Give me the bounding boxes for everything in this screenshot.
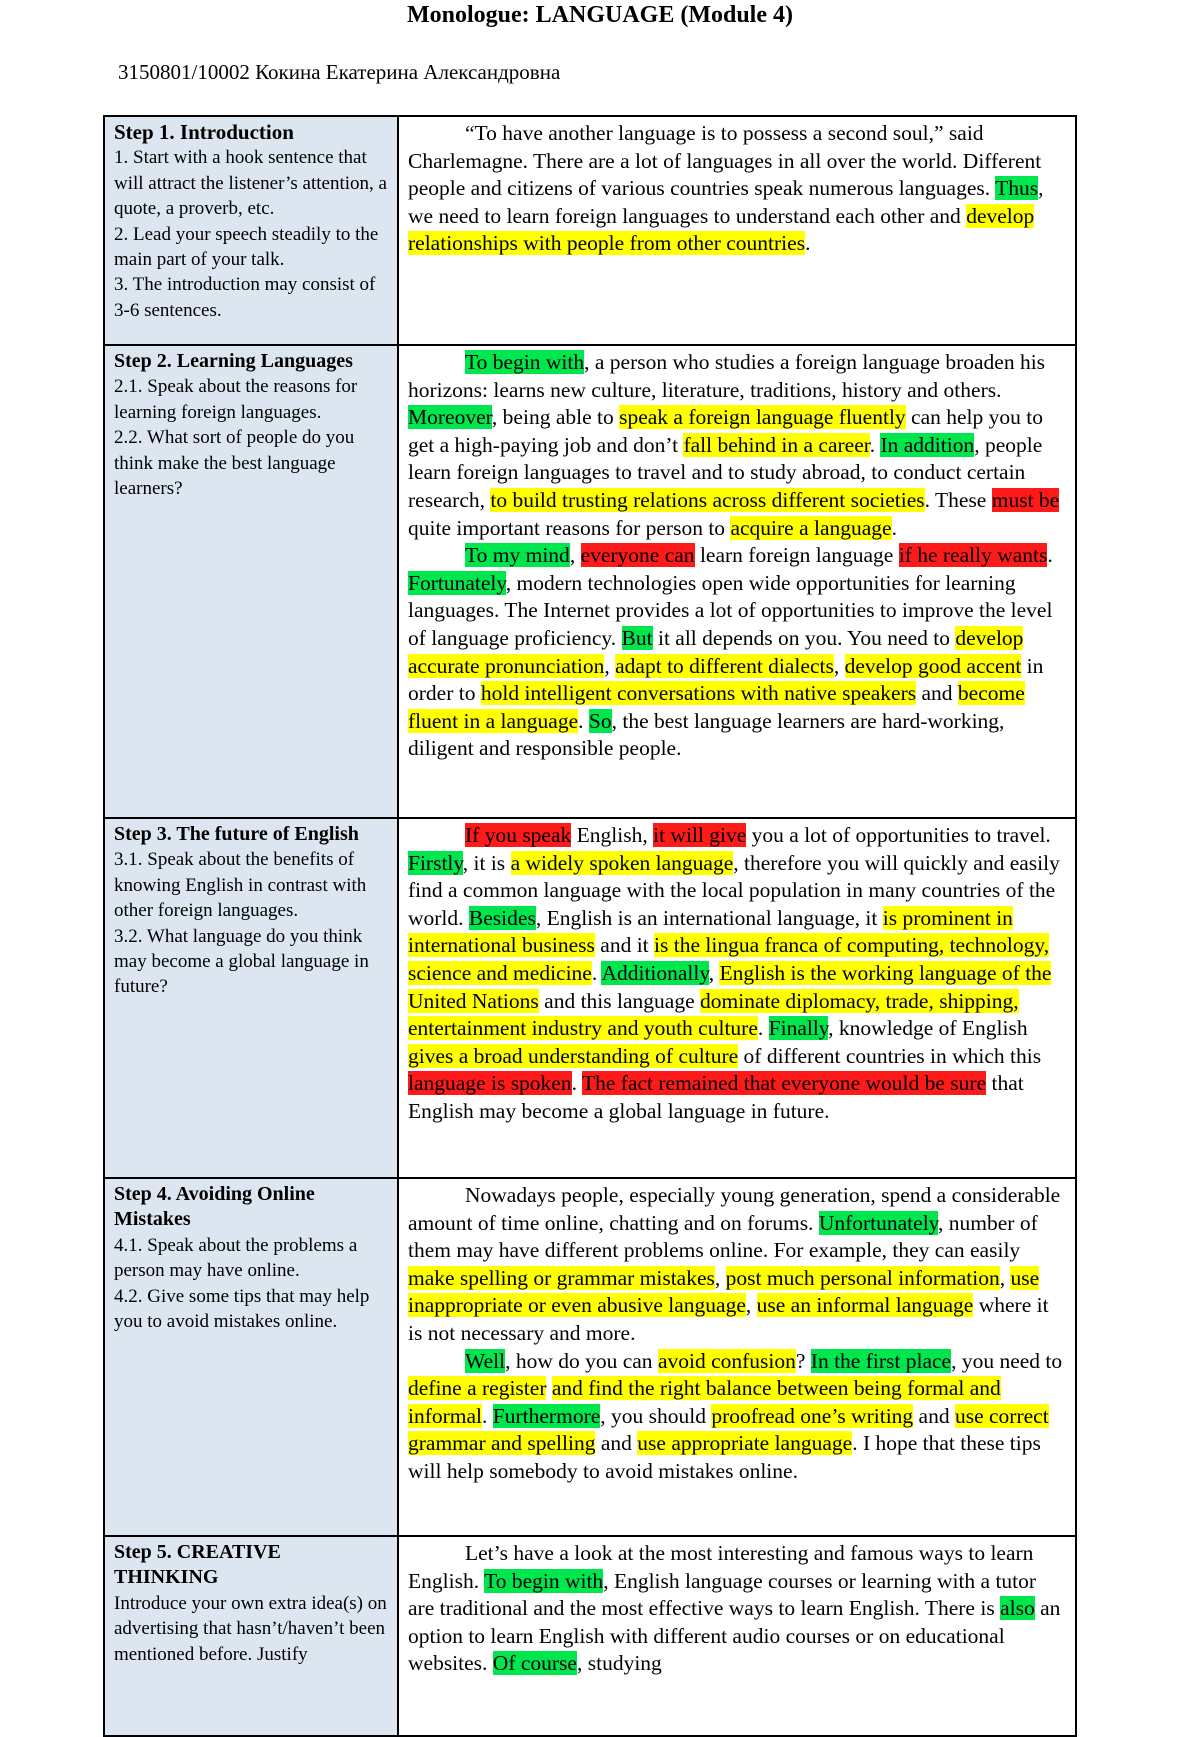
text-segment: , we need to learn foreign languages to understand each other and — [408, 176, 1044, 228]
text-segment: , — [745, 1293, 757, 1318]
monologue-table — [103, 115, 1077, 1737]
text-segment: . — [591, 960, 602, 985]
key-phrase-highlight: hold intelligent conversations with native speakers — [480, 681, 917, 706]
key-phrase-highlight: speak a foreign language fluently — [619, 405, 906, 430]
instruction-item: 1. Start with a hook sentence that will attract the listener’s attention, a quote, a proverb, etc. — [114, 147, 387, 220]
text-segment: in order to — [408, 653, 1044, 706]
document-title: Monologue: LANGUAGE (Module 4) — [407, 2, 793, 28]
paragraph — [408, 1182, 1067, 1348]
text-segment: ? — [795, 1348, 811, 1373]
linking-word-highlight: But — [621, 625, 653, 650]
text-segment: , therefore you will quickly and easily find a common language with the local population in many countries of the world. — [408, 850, 1060, 930]
text-segment: , — [708, 960, 720, 985]
step-title: Step 3. The future of English — [114, 823, 359, 845]
table-row — [104, 116, 1076, 345]
table-row — [104, 1536, 1076, 1736]
step-text-cell — [398, 1178, 1076, 1536]
key-phrase-highlight: a widely spoken language — [510, 850, 734, 875]
paragraph — [408, 120, 1067, 258]
paragraph — [408, 1348, 1067, 1486]
paragraph — [408, 1540, 1067, 1678]
text-segment: Let’s have a look at the most interesting and famous ways to learn English. — [408, 1541, 1034, 1593]
step-instructions-cell — [104, 818, 398, 1178]
text-segment: you a lot of opportunities to travel. — [746, 823, 1051, 847]
key-phrase-highlight: fall behind in a career — [683, 432, 870, 457]
paragraph — [408, 349, 1067, 542]
text-segment: learn foreign language — [694, 543, 899, 568]
table-row — [104, 1178, 1076, 1536]
text-segment: , — [714, 1265, 726, 1290]
linking-word-highlight: Of course — [492, 1651, 577, 1676]
text-segment: . — [482, 1403, 493, 1428]
instruction-item: 2.1. Speak about the reasons for learning foreign languages. — [114, 376, 358, 423]
text-segment: , it is — [462, 850, 511, 875]
text-segment: . — [757, 1016, 769, 1041]
text-segment: , English language courses or learning with a tutor are traditional and the most effective ways to learn English. There is — [408, 1568, 1037, 1621]
step-text-cell — [398, 1536, 1076, 1736]
text-segment: , — [999, 1265, 1011, 1290]
text-segment: and — [916, 681, 958, 706]
linking-word-highlight: Moreover — [408, 405, 492, 430]
text-segment: , people learn foreign languages to travel and to study abroad, to conduct certain research, — [408, 432, 1043, 512]
key-phrase-highlight: develop relationships with people from other countries — [408, 203, 1035, 256]
text-segment: , a person who studies a foreign language broaden his horizons: learns new culture, literature, traditions, history and others. — [408, 350, 1046, 402]
text-segment: can help you to get a high-paying job and don’t — [408, 405, 1043, 457]
text-segment: , the best language learners are hard-working, diligent and responsible people. — [408, 708, 1005, 761]
text-segment: and this language — [538, 988, 700, 1013]
grammar-error-highlight: If you speak — [465, 823, 572, 847]
linking-word-highlight: To begin with — [465, 350, 585, 374]
linking-word-highlight: Finally — [768, 1016, 829, 1041]
step-title: Step 5. CREATIVE THINKING — [114, 1541, 281, 1589]
step-instructions-cell — [104, 1178, 398, 1536]
text-segment: an option to learn English with different audio courses or on educational websites. — [408, 1596, 1061, 1676]
text-segment: that English may become a global language in future. — [408, 1071, 1024, 1123]
step-title: Step 1. Introduction — [114, 120, 294, 144]
key-phrase-highlight: use appropriate language — [637, 1431, 853, 1456]
linking-word-highlight: Well — [465, 1348, 506, 1373]
text-segment: , English is an international language, it — [535, 905, 883, 930]
table-row — [104, 818, 1076, 1178]
step-text-cell — [398, 116, 1076, 345]
key-phrase-highlight: is prominent in international business — [408, 905, 1013, 958]
key-phrase-highlight: is the lingua franca of computing, technology, science and medicine — [408, 933, 1050, 985]
linking-word-highlight: Thus — [995, 176, 1039, 201]
instruction-item: 4.2. Give some tips that may help you to avoid mistakes online. — [114, 1285, 370, 1333]
linking-word-highlight: In addition — [880, 432, 975, 457]
text-segment: , studying — [576, 1651, 662, 1676]
text-segment: English, — [571, 823, 654, 847]
instruction-item: 3.1. Speak about the benefits of knowing English in contrast with other foreign languages. — [114, 849, 367, 922]
step-title: Step 4. Avoiding Online Mistakes — [114, 1183, 315, 1231]
text-segment: . I hope that these tips will help somebody to avoid mistakes online. — [408, 1431, 1041, 1483]
linking-word-highlight: Fortunately — [408, 570, 506, 595]
text-segment: and — [595, 1431, 638, 1456]
key-phrase-highlight: avoid confusion — [657, 1348, 796, 1373]
text-segment: , modern technologies open wide opportunities for learning languages. The Internet provides a lot of opportunities to improve the level of language proficiency. — [408, 570, 1053, 650]
instruction-item: 4.1. Speak about the problems a person may have online. — [114, 1234, 358, 1282]
text-segment: , number of them may have different problems online. For example, they can easily — [408, 1210, 1038, 1263]
student-info: 3150801/10002 Кокина Екатерина Александровна — [118, 60, 561, 84]
linking-word-highlight: To begin with — [484, 1568, 604, 1593]
text-segment: . — [578, 708, 589, 733]
text-segment: . — [1047, 543, 1053, 568]
linking-word-highlight: Unfortunately — [818, 1210, 939, 1235]
text-segment: it all depends on you. You need to — [652, 625, 956, 650]
text-segment: . — [891, 515, 897, 540]
key-phrase-highlight: to build trusting relations across different societies — [490, 487, 925, 512]
key-phrase-highlight: use inappropriate or even abusive language — [408, 1265, 1040, 1318]
key-phrase-highlight: make spelling or grammar mistakes — [408, 1265, 715, 1290]
grammar-error-highlight: it will give — [653, 823, 747, 847]
linking-word-highlight: Additionally — [601, 960, 709, 985]
text-segment: quite important reasons for person to — [408, 515, 731, 540]
text-segment: . — [869, 432, 881, 457]
table-row — [104, 345, 1076, 818]
key-phrase-highlight: adapt to different dialects — [615, 653, 834, 678]
instruction-item: 3.2. What language do you think may become a global language in future? — [114, 925, 369, 998]
linking-word-highlight: also — [1000, 1596, 1035, 1621]
grammar-error-highlight: The fact remained that everyone would be sure — [581, 1071, 987, 1096]
key-phrase-highlight: English is the working language of the United Nations — [408, 960, 1052, 1013]
key-phrase-highlight: dominate diplomacy, trade, shipping, entertainment industry and youth culture — [408, 988, 1019, 1041]
linking-word-highlight: So — [588, 708, 612, 733]
step-text-cell — [398, 818, 1076, 1178]
step-instructions-cell — [104, 1536, 398, 1736]
key-phrase-highlight: define a register — [408, 1376, 547, 1401]
text-segment: , how do you can — [505, 1348, 658, 1373]
instruction-item: 2. Lead your speech steadily to the main part of your talk. — [114, 223, 379, 271]
text-segment: of different countries in which this — [738, 1043, 1042, 1068]
step-instructions-cell — [104, 116, 398, 345]
text-segment: , — [833, 653, 845, 678]
text-segment: , you should — [600, 1403, 712, 1428]
step-instructions-cell — [104, 345, 398, 818]
key-phrase-highlight: develop good accent — [844, 653, 1022, 678]
grammar-error-highlight: must be — [991, 487, 1060, 512]
linking-word-highlight: Besides — [468, 905, 536, 930]
paragraph — [408, 822, 1067, 1126]
text-segment: . — [571, 1071, 582, 1096]
linking-word-highlight: To my mind — [465, 543, 570, 568]
key-phrase-highlight: become fluent in a language — [408, 681, 1025, 733]
step-title: Step 2. Learning Languages — [114, 350, 353, 372]
text-segment: and it — [594, 933, 655, 958]
text-segment: and — [913, 1403, 955, 1428]
key-phrase-highlight: proofread one’s writing — [711, 1403, 914, 1428]
paragraph — [408, 542, 1067, 763]
grammar-error-highlight: language is spoken — [408, 1071, 572, 1096]
key-phrase-highlight: gives a broad understanding of culture — [408, 1043, 739, 1068]
text-segment: , you need to — [951, 1348, 1063, 1373]
step-text-cell — [398, 345, 1076, 818]
text-segment: , — [569, 543, 581, 568]
key-phrase-highlight: post much personal information — [725, 1265, 1000, 1290]
key-phrase-highlight: develop accurate pronunciation — [408, 625, 1024, 678]
text-segment: Nowadays people, especially young generation, spend a considerable amount of time online, chatting and on forums. — [408, 1183, 1061, 1235]
text-segment: . — [805, 231, 811, 256]
text-segment: , being able to — [491, 405, 620, 430]
key-phrase-highlight: acquire a language — [730, 515, 892, 540]
grammar-error-highlight: everyone can — [580, 543, 695, 568]
key-phrase-highlight: use an informal language — [756, 1293, 974, 1318]
text-segment: where it is not necessary and more. — [408, 1293, 1049, 1345]
key-phrase-highlight: use correct grammar and spelling — [408, 1403, 1049, 1456]
instruction-item: 3. The introduction may consist of 3-6 sentences. — [114, 274, 376, 321]
text-segment: . These — [924, 487, 992, 512]
grammar-error-highlight: if he really wants — [898, 543, 1048, 568]
key-phrase-highlight: and find the right balance between being formal and informal — [408, 1376, 1001, 1428]
linking-word-highlight: Firstly — [408, 850, 463, 875]
linking-word-highlight: In the first place — [810, 1348, 952, 1373]
instruction-item: 2.2. What sort of people do you think make the best language learners? — [114, 427, 355, 500]
text-segment: , — [604, 653, 616, 678]
text-segment: “To have another language is to possess a second soul,” said Charlemagne. There are a lot of languages in all over the world. Different people and citizens of various countries speak numerous languages. — [408, 121, 1042, 201]
text-segment: , knowledge of English — [828, 1016, 1028, 1041]
instruction-item: Introduce your own extra idea(s) on advertising that hasn’t/haven’t been mentioned before. Justify — [114, 1592, 387, 1665]
linking-word-highlight: Furthermore — [492, 1403, 601, 1428]
